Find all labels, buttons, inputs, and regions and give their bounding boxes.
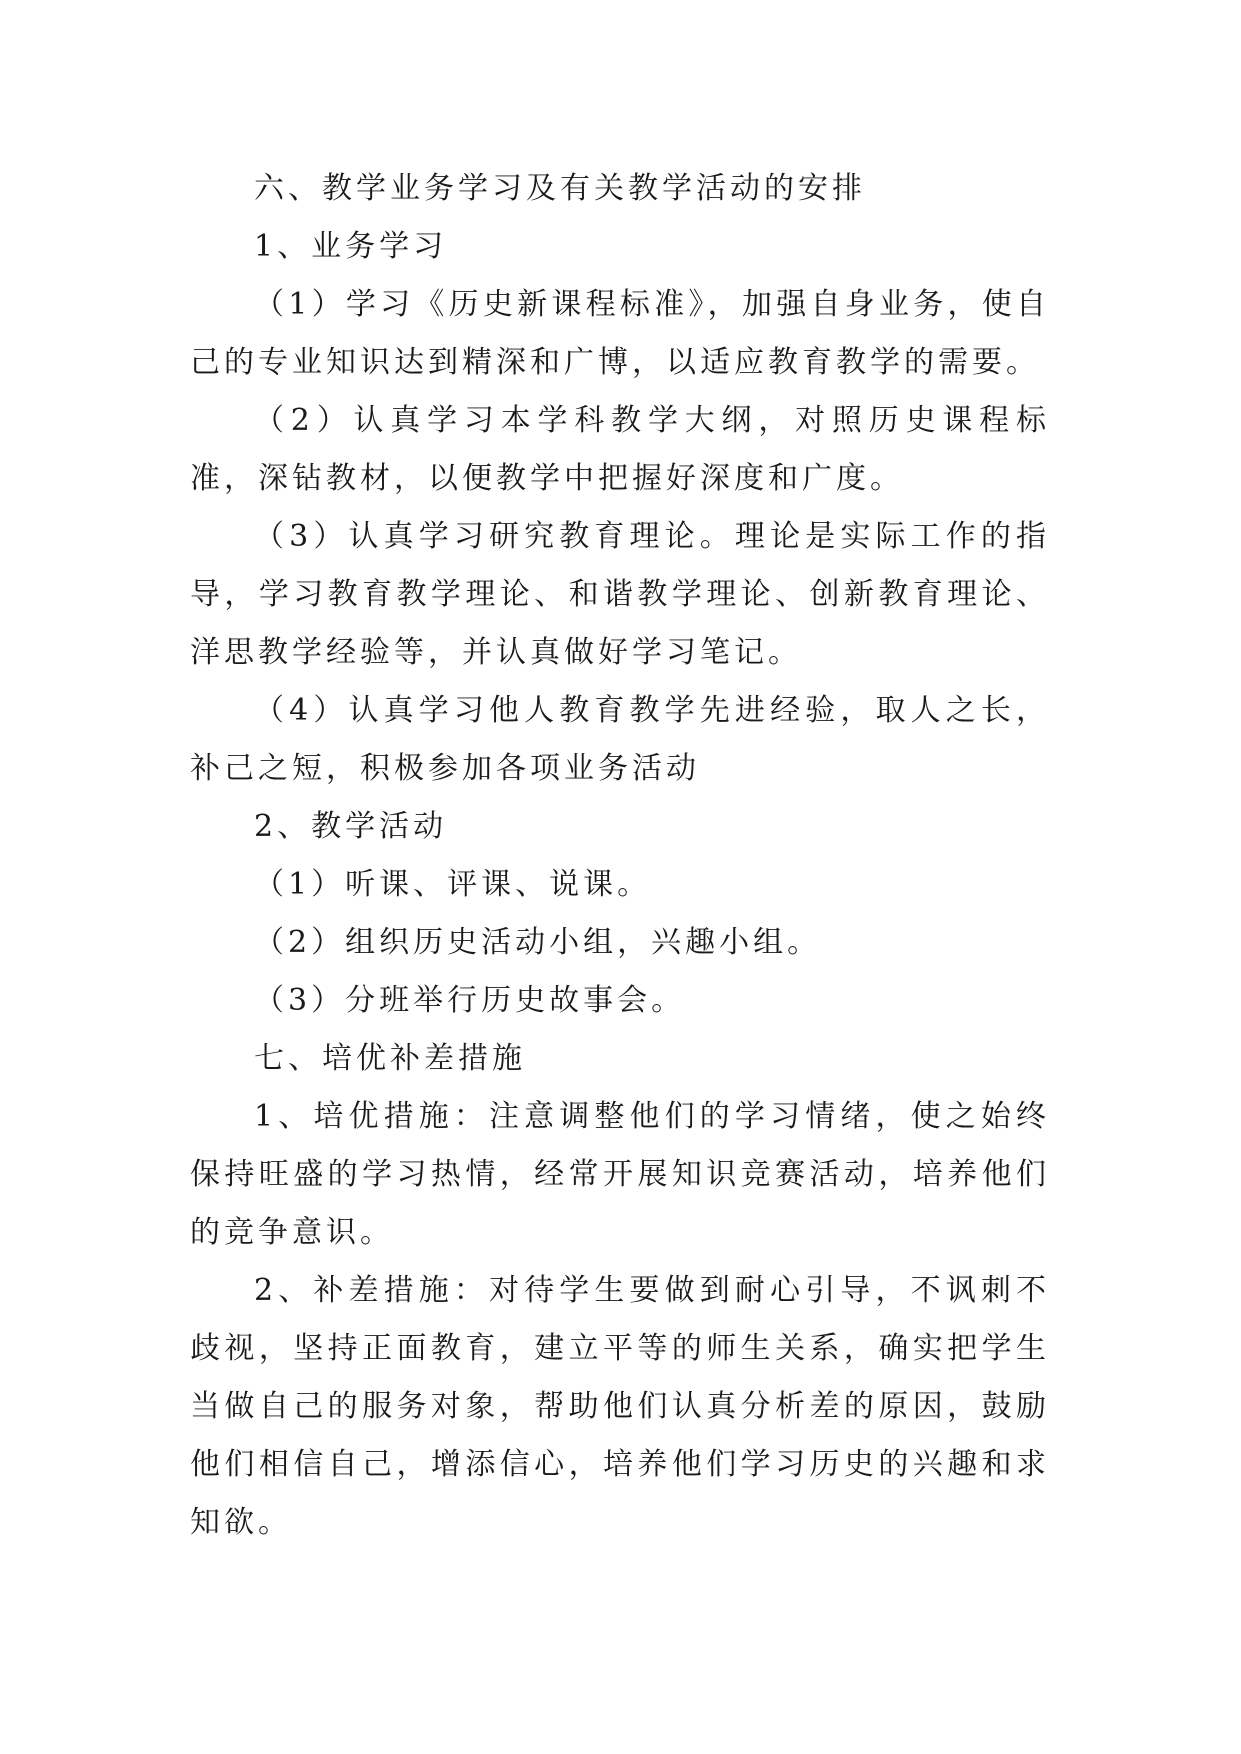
paragraph: （4）认真学习他人教育教学先进经验，取人之长，补己之短，积极参加各项业务活动: [190, 693, 1050, 786]
subheading-teaching-activities: 2、教学活动: [254, 809, 448, 844]
section-heading-6: 六、教学业务学习及有关教学活动的安排: [254, 171, 866, 206]
paragraph: （3）认真学习研究教育理论。理论是实际工作的指导，学习教育教学理论、和谐教学理论、创新教育理论、洋思教学经验等，并认真做好学习笔记。: [190, 519, 1050, 670]
paragraph: （2）认真学习本学科教学大纲，对照历史课程标准，深钻教材，以便教学中把握好深度和广度。: [190, 403, 1050, 496]
section-heading-7: 七、培优补差措施: [254, 1041, 526, 1076]
document-body: [190, 160, 1050, 1552]
subheading-business-study: 1、业务学习: [254, 229, 448, 264]
paragraph: （3）分班举行历史故事会。: [254, 983, 686, 1018]
paragraph: 2、补差措施：对待学生要做到耐心引导，不讽刺不歧视，坚持正面教育，建立平等的师生关系，确实把学生当做自己的服务对象，帮助他们认真分析差的原因，鼓励他们相信自己，增添信心，培养他们学习历史的兴趣和求知欲。: [190, 1273, 1050, 1540]
paragraph: （1）听课、评课、说课。: [254, 867, 652, 902]
paragraph: （1）学习《历史新课程标准》，加强自身业务，使自己的专业知识达到精深和广博，以适应教育教学的需要。: [190, 287, 1050, 380]
paragraph: 1、培优措施：注意调整他们的学习情绪，使之始终保持旺盛的学习热情，经常开展知识竞赛活动，培养他们的竞争意识。: [190, 1099, 1050, 1250]
paragraph: （2）组织历史活动小组，兴趣小组。: [254, 925, 822, 960]
